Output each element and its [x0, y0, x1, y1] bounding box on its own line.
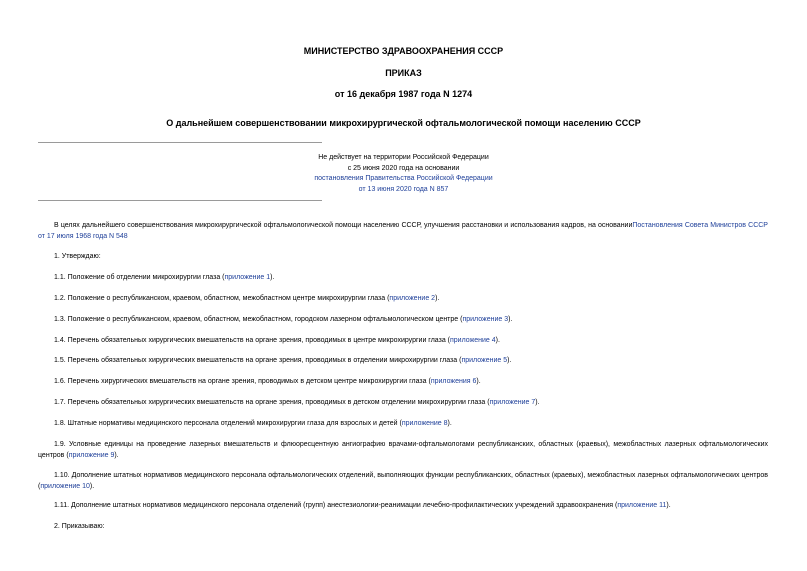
appendix-link-1[interactable]: приложение 1 [224, 274, 271, 281]
notice-line-1: Не действует на территории Российской Федерации [318, 154, 489, 161]
list-item-tail: ). [114, 451, 119, 459]
document-title: О дальнейшем совершенствовании микрохирургической офтальмологической помощи населению СССР [166, 118, 641, 128]
list-item-tail: ). [270, 274, 275, 281]
list-item-text: 1.6. Перечень хирургических вмешательств на органе зрения, проводимых в детском центре микрохирургии глаза ( [54, 378, 431, 385]
appendix-link-10[interactable]: приложение 10 [40, 482, 90, 490]
list-item-text: 1.8. Штатные нормативы медицинского персонала отделений микрохирургии глаза для взрослых и детей ( [54, 420, 402, 427]
list-item-tail: ). [495, 337, 500, 344]
list-item-tail: ). [666, 502, 671, 509]
appendix-link-11[interactable]: приложение 11 [617, 502, 667, 509]
intro-link-decree[interactable]: Постановления Совета Министров СССР от 17 июля 1968 года N 548 [38, 222, 768, 240]
approve-label: 1. Утверждаю: [54, 253, 101, 260]
appendix-link-4[interactable]: приложение 4 [450, 337, 496, 344]
list-item [38, 440, 768, 461]
list-item-tail: ). [508, 316, 513, 323]
list-item [38, 356, 768, 367]
list-item [38, 273, 768, 284]
appendix-link-6[interactable]: приложения 6 [430, 378, 477, 385]
appendix-link-2[interactable]: приложение 2 [389, 295, 436, 302]
list-item [38, 501, 768, 512]
list-item [38, 294, 768, 305]
list-item [38, 336, 768, 347]
list-item-text: 1.9. Условные единицы на проведение лазерных вмешательств и флюоресцентную ангиографию врачами-офтальмологами республиканских, областных (краевых), межобластных лазерных офтальмологических центров ( [38, 441, 768, 459]
appendix-link-7[interactable]: приложение 7 [489, 399, 536, 406]
list-item [38, 398, 768, 409]
list-item-text: 1.4. Перечень обязательных хирургических вмешательств на органе зрения, проводимых в центре микрохирургии глаза ( [54, 337, 450, 344]
appendix-link-5[interactable]: приложение 5 [461, 357, 508, 364]
date-number-heading: от 16 декабря 1987 года N 1274 [334, 89, 473, 99]
order-label: 2. Приказываю: [54, 523, 105, 530]
appendix-link-3[interactable]: приложение 3 [462, 316, 509, 323]
list-item-text: 1.1. Положение об отделении микрохирургии глаза ( [54, 274, 225, 281]
list-item-tail: ). [447, 420, 452, 427]
intro-paragraph [38, 221, 768, 242]
doc-type-heading: ПРИКАЗ [385, 68, 422, 78]
bottom-divider [38, 200, 322, 201]
intro-text: В целях дальнейшего совершенствования микрохирургической офтальмологической помощи населению СССР, улучшения расстановки и использования кадров, на основании [54, 222, 633, 229]
top-divider [38, 142, 322, 143]
notice-line-2: с 25 июня 2020 года на основании [347, 164, 460, 172]
list-item-tail: ). [476, 378, 481, 385]
list-item [38, 315, 768, 326]
notice-link-date[interactable]: от 13 июня 2020 года N 857 [358, 185, 449, 193]
list-item-text: 1.10. Дополнение штатных нормативов медицинского персонала офтальмологических отделений, выполняющих функции республиканских, областных (краевых), межобластных лазерных офтальмологических центров ( [38, 472, 768, 490]
list-item-tail: ). [507, 357, 512, 364]
list-item [38, 471, 768, 492]
list-item-text: 1.3. Положение о республиканском, краевом, областном, межобластном, городском лазерном офтальмологическом центре ( [54, 316, 463, 323]
list-item-text: 1.7. Перечень обязательных хирургических вмешательств на органе зрения, проводимых в детском отделении микрохирургии глаза ( [54, 399, 490, 406]
ministry-heading: МИНИСТЕРСТВО ЗДРАВООХРАНЕНИЯ СССР [303, 46, 504, 56]
list-item-text: 1.11. Дополнение штатных нормативов медицинского персонала отделений (групп) анестезиологии-реанимации лечебно-профилактических учреждений здравоохранения ( [54, 502, 618, 509]
list-item [38, 419, 768, 430]
list-item-tail: ). [89, 482, 95, 490]
list-item-text: 1.5. Перечень обязательных хирургических вмешательств на органе зрения, проводимых в отделении микрохирургии глаза ( [54, 357, 462, 364]
list-item-text: 1.2. Положение о республиканском, краевом, областном, межобластном центре микрохирургии глаза ( [54, 295, 390, 302]
list-item-tail: ). [435, 295, 440, 302]
list-item [38, 377, 768, 388]
notice-link-resolution[interactable]: постановления Правительства Российской Федерации [314, 175, 493, 182]
list-item-tail: ). [535, 399, 540, 406]
appendix-link-9[interactable]: приложение 9 [68, 451, 115, 459]
appendix-link-8[interactable]: приложение 8 [401, 420, 448, 427]
validity-notice [0, 153, 807, 195]
